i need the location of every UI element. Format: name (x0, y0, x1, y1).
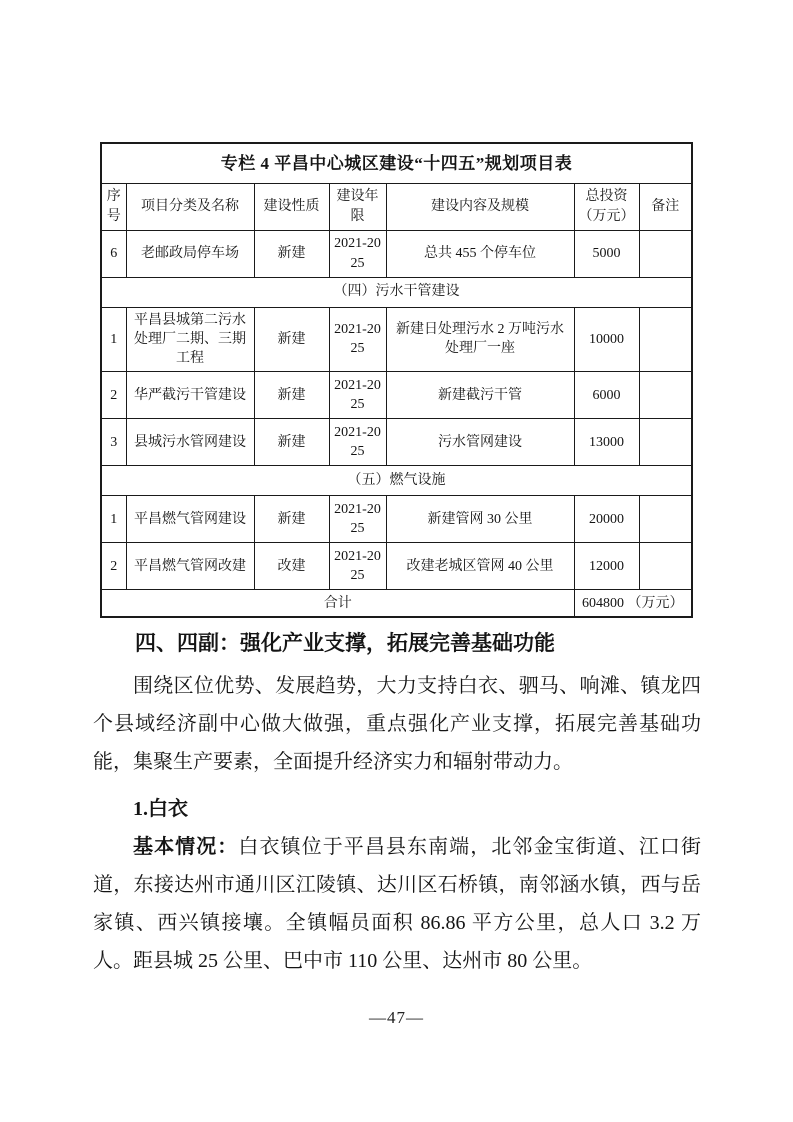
cell-investment: 13000 (574, 419, 639, 466)
cell-no: 2 (101, 372, 126, 419)
cell-note (639, 419, 692, 466)
cell-years: 2021-2025 (329, 419, 386, 466)
column-header: 项目分类及名称 (126, 183, 254, 230)
section-row (101, 466, 692, 496)
cell-name: 平昌县城第二污水处理厂二期、三期工程 (126, 307, 254, 372)
cell-name: 平昌燃气管网建设 (126, 496, 254, 543)
table-title-row (101, 143, 692, 183)
cell-content: 总共 455 个停车位 (386, 230, 574, 277)
cell-no: 3 (101, 419, 126, 466)
section-heading: 四、四副：强化产业支撑，拓展完善基础功能 (135, 632, 555, 655)
project-row (101, 230, 692, 277)
cell-name: 县城污水管网建设 (126, 419, 254, 466)
total-row (101, 590, 692, 617)
cell-years: 2021-2025 (329, 496, 386, 543)
cell-investment: 20000 (574, 496, 639, 543)
column-header: 建设年限 (329, 183, 386, 230)
cell-investment: 10000 (574, 307, 639, 372)
table-header-row (101, 183, 692, 230)
cell-nature: 新建 (254, 230, 329, 277)
cell-content: 污水管网建设 (386, 419, 574, 466)
project-row (101, 307, 692, 372)
cell-years: 2021-2025 (329, 372, 386, 419)
project-row (101, 419, 692, 466)
page-number: —47— (369, 1008, 424, 1027)
cell-years: 2021-2025 (329, 543, 386, 590)
cell-no: 1 (101, 307, 126, 372)
paragraph-overview: 围绕区位优势、发展趋势，大力支持白衣、驷马、响滩、镇龙四个县域经济副中心做大做强，重点强化产业支撑，拓展完善基础功能，集聚生产要素，全面提升经济实力和辐射带动力。 (93, 675, 701, 773)
project-row (101, 372, 692, 419)
cell-no: 1 (101, 496, 126, 543)
column-header: 序号 (101, 183, 126, 230)
cell-note (639, 372, 692, 419)
cell-nature: 新建 (254, 307, 329, 372)
section-label: （五）燃气设施 (101, 466, 692, 496)
section-label: （四）污水干管建设 (101, 277, 692, 307)
sub-heading-baiyi: 1.白衣 (133, 798, 188, 820)
column-header: 建设性质 (254, 183, 329, 230)
cell-name: 平昌燃气管网改建 (126, 543, 254, 590)
cell-years: 2021-2025 (329, 307, 386, 372)
cell-content: 新建管网 30 公里 (386, 496, 574, 543)
cell-investment: 5000 (574, 230, 639, 277)
cell-note (639, 496, 692, 543)
cell-content: 改建老城区管网 40 公里 (386, 543, 574, 590)
project-table (100, 142, 693, 618)
total-label: 合计 (101, 590, 574, 617)
cell-name: 华严截污干管建设 (126, 372, 254, 419)
section-row (101, 277, 692, 307)
cell-nature: 新建 (254, 419, 329, 466)
cell-no: 6 (101, 230, 126, 277)
paragraph-basic-info (93, 828, 701, 980)
column-header: 备注 (639, 183, 692, 230)
cell-note (639, 307, 692, 372)
cell-investment: 6000 (574, 372, 639, 419)
table-body (101, 230, 692, 590)
basic-info-label: 基本情况： (133, 836, 239, 858)
column-header: 建设内容及规模 (386, 183, 574, 230)
cell-nature: 改建 (254, 543, 329, 590)
table-title: 专栏 4 平昌中心城区建设“十四五”规划项目表 (101, 143, 692, 183)
cell-nature: 新建 (254, 372, 329, 419)
project-row (101, 496, 692, 543)
cell-note (639, 543, 692, 590)
basic-info-text: 白衣镇位于平昌县东南端，北邻金宝街道、江口街道，东接达州市通川区江陵镇、达川区石桥镇，南邻涵水镇，西与岳家镇、西兴镇接壤。全镇幅员面积 86.86 平方公里，总人口 3.2 万人。距县城 25 公里、巴中市 110 公里、达州市 80 公里。 (93, 836, 702, 972)
total-value: 604800 （万元） (574, 590, 692, 617)
cell-years: 2021-2025 (329, 230, 386, 277)
cell-investment: 12000 (574, 543, 639, 590)
cell-no: 2 (101, 543, 126, 590)
cell-note (639, 230, 692, 277)
project-row (101, 543, 692, 590)
cell-name: 老邮政局停车场 (126, 230, 254, 277)
body-content (93, 626, 701, 980)
column-header: 总投资（万元） (574, 183, 639, 230)
cell-content: 新建日处理污水 2 万吨污水处理厂一座 (386, 307, 574, 372)
cell-nature: 新建 (254, 496, 329, 543)
cell-content: 新建截污干管 (386, 372, 574, 419)
